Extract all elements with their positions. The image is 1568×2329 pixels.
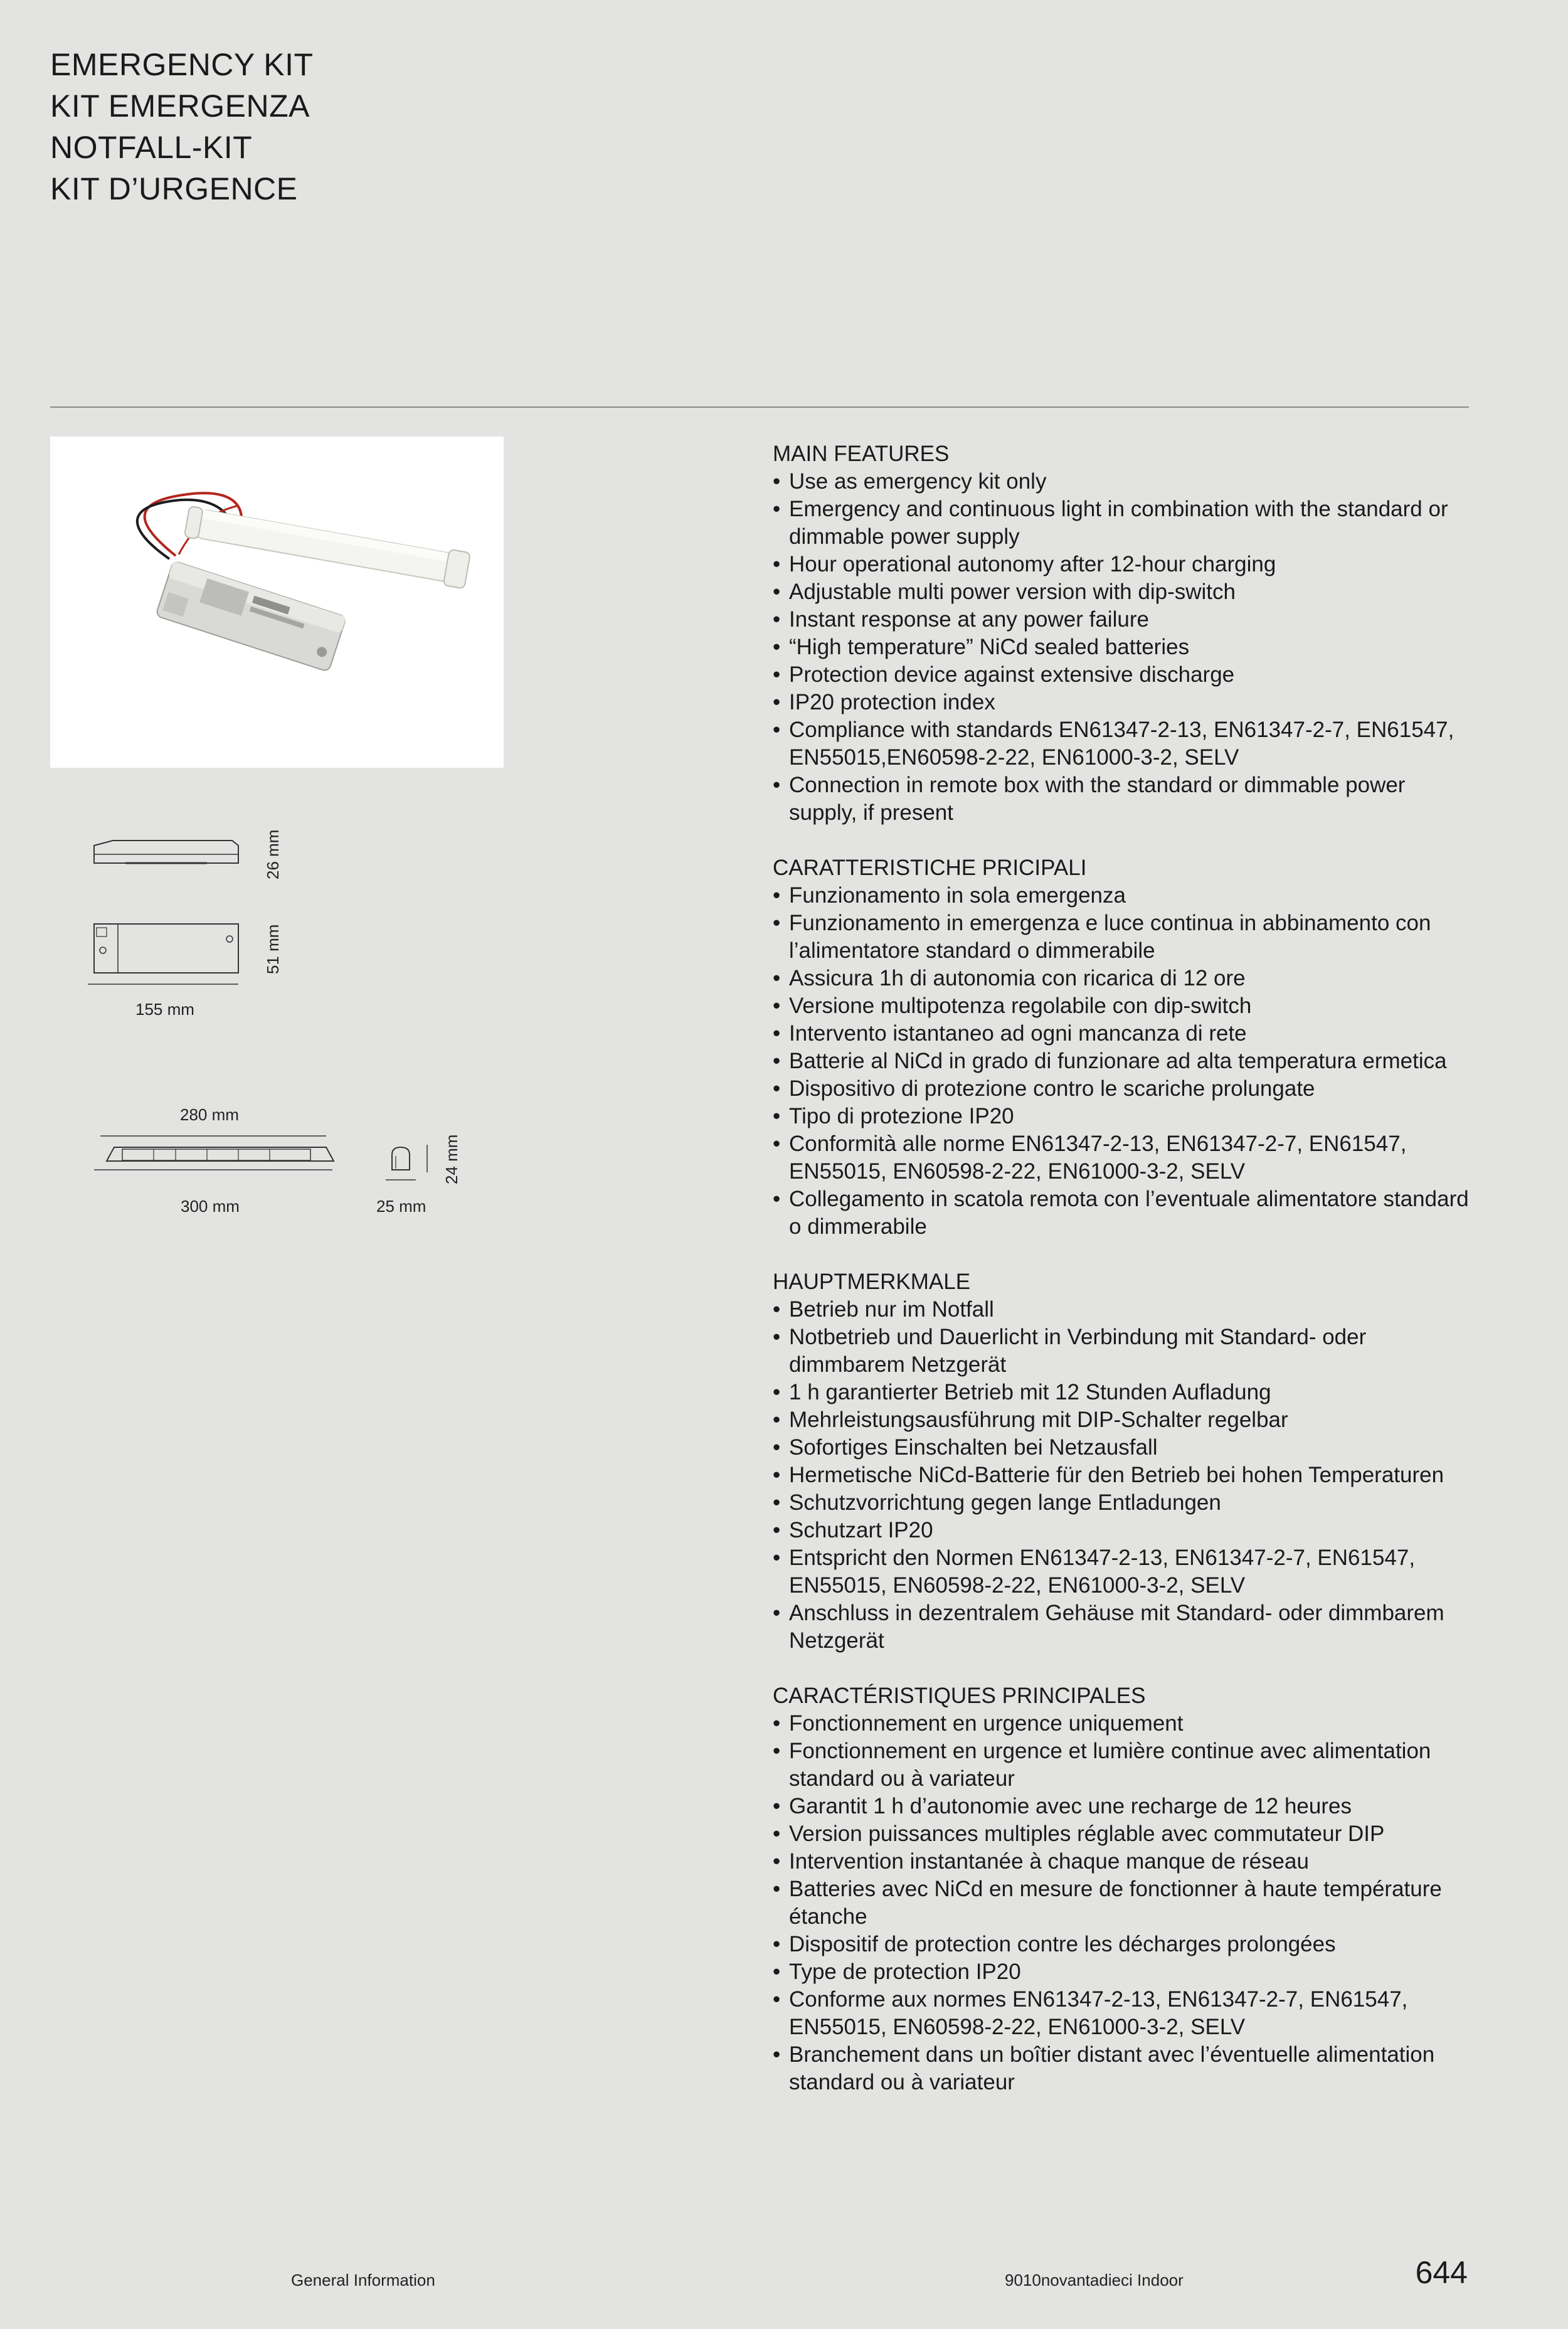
- list-item: • Type de protection IP20: [773, 1958, 1469, 1986]
- title-de: NOTFALL-KIT: [50, 130, 253, 165]
- dim-driver-width: 51 mm: [263, 924, 282, 974]
- list-item: • Mehrleistungsausführung mit DIP-Schalter regelbar: [773, 1406, 1469, 1434]
- list-item: • Hour operational autonomy after 12-hour charging: [773, 551, 1469, 578]
- dim-battery-height: 24 mm: [442, 1134, 461, 1184]
- list-item: • “High temperature” NiCd sealed batteries: [773, 634, 1469, 661]
- list-item: • Intervention instantanée à chaque manque de réseau: [773, 1848, 1469, 1875]
- list-item: • Assicura 1h di autonomia con ricarica di 12 ore: [773, 965, 1469, 992]
- dim-driver-height: 26 mm: [263, 829, 282, 879]
- title-en: EMERGENCY KIT: [50, 47, 314, 82]
- list-item: • Collegamento in scatola remota con l’eventuale alimentatore standard o dimmerabile: [773, 1186, 1469, 1241]
- list-item: • IP20 protection index: [773, 689, 1469, 716]
- list-item: • Fonctionnement en urgence et lumière continue avec alimentation standard ou à variateur: [773, 1737, 1469, 1793]
- list-item: • Batteries avec NiCd en mesure de fonctionner à haute température étanche: [773, 1875, 1469, 1931]
- feature-sections: [773, 440, 1469, 2124]
- list-item: • Sofortiges Einschalten bei Netzausfall: [773, 1434, 1469, 1462]
- feature-list: [773, 1710, 1469, 2096]
- feature-list: [773, 882, 1469, 1241]
- dim-battery-width: 25 mm: [376, 1197, 426, 1216]
- list-item: • Branchement dans un boîtier distant avec l’éventuelle alimentation standard ou à variateur: [773, 2041, 1469, 2096]
- list-item: • Hermetische NiCd-Batterie für den Betrieb bei hohen Temperaturen: [773, 1462, 1469, 1489]
- list-item: • Notbetrieb und Dauerlicht in Verbindung mit Standard- oder dimmbarem Netzgerät: [773, 1324, 1469, 1379]
- list-item: • Conforme aux normes EN61347-2-13, EN61347-2-7, EN61547, EN55015, EN60598-2-22, EN61000-3-2, SELV: [773, 1986, 1469, 2041]
- list-item: • Conformità alle norme EN61347-2-13, EN61347-2-7, EN61547, EN55015, EN60598-2-22, EN61000-3-2, SELV: [773, 1130, 1469, 1186]
- title-fr: KIT D’URGENCE: [50, 171, 298, 206]
- section-en: [773, 440, 1469, 827]
- section-fr: [773, 1682, 1469, 2096]
- product-photo: [50, 437, 504, 768]
- list-item: • Versione multipotenza regolabile con dip-switch: [773, 992, 1469, 1020]
- list-item: • Compliance with standards EN61347-2-13, EN61347-2-7, EN61547, EN55015,EN60598-2-22, EN61000-3-2, SELV: [773, 716, 1469, 772]
- list-item: • Funzionamento in sola emergenza: [773, 882, 1469, 910]
- list-item: • Tipo di protezione IP20: [773, 1103, 1469, 1130]
- title-it: KIT EMERGENZA: [50, 88, 310, 124]
- list-item: • Version puissances multiples réglable avec commutateur DIP: [773, 1820, 1469, 1848]
- list-item: • Instant response at any power failure: [773, 606, 1469, 634]
- section-title: CARATTERISTICHE PRICIPALI: [773, 856, 1087, 880]
- list-item: • Connection in remote box with the standard or dimmable power supply, if present: [773, 772, 1469, 827]
- list-item: • Dispositif de protection contre les décharges prolongées: [773, 1931, 1469, 1958]
- section-it: [773, 854, 1469, 1241]
- dim-driver-length: 155 mm: [135, 1000, 194, 1019]
- list-item: • Funzionamento in emergenza e luce continua in abbinamento con l’alimentatore standard o dimmerabile: [773, 910, 1469, 965]
- emergency-kit-illustration: [50, 437, 504, 768]
- list-item: • Adjustable multi power version with dip-switch: [773, 578, 1469, 606]
- list-item: • Dispositivo di protezione contro le scariche prolungate: [773, 1075, 1469, 1103]
- section-title: HAUPTMERKMALE: [773, 1270, 971, 1294]
- list-item: • Schutzvorrichtung gegen lange Entladungen: [773, 1489, 1469, 1517]
- list-item: • Fonctionnement en urgence uniquement: [773, 1710, 1469, 1737]
- list-item: • Batterie al NiCd in grado di funzionare ad alta temperatura ermetica: [773, 1048, 1469, 1075]
- list-item: • Schutzart IP20: [773, 1517, 1469, 1544]
- footer-center: 9010novantadieci Indoor: [1005, 2271, 1184, 2289]
- dim-battery-inner: 280 mm: [180, 1105, 239, 1124]
- list-item: • Betrieb nur im Notfall: [773, 1296, 1469, 1324]
- footer-left: General Information: [291, 2271, 435, 2289]
- page-number: 644: [1415, 2255, 1468, 2290]
- list-item: • 1 h garantierter Betrieb mit 12 Stunden Aufladung: [773, 1379, 1469, 1406]
- list-item: • Protection device against extensive discharge: [773, 661, 1469, 689]
- list-item: • Entspricht den Normen EN61347-2-13, EN61347-2-7, EN61547, EN55015, EN60598-2-22, EN61000-3-2, SELV: [773, 1544, 1469, 1600]
- page-titles: [50, 44, 314, 210]
- feature-list: [773, 1296, 1469, 1655]
- feature-list: [773, 468, 1469, 827]
- list-item: • Intervento istantaneo ad ogni mancanza di rete: [773, 1020, 1469, 1048]
- section-title: MAIN FEATURES: [773, 442, 950, 466]
- section-de: [773, 1268, 1469, 1655]
- list-item: • Anschluss in dezentralem Gehäuse mit Standard- oder dimmbarem Netzgerät: [773, 1600, 1469, 1655]
- battery-side-view: [88, 1132, 339, 1189]
- list-item: • Use as emergency kit only: [773, 468, 1469, 496]
- list-item: • Emergency and continuous light in combination with the standard or dimmable power supply: [773, 496, 1469, 551]
- driver-top-view: [88, 919, 251, 994]
- list-item: • Garantit 1 h d’autonomie avec une recharge de 12 heures: [773, 1793, 1469, 1820]
- dim-battery-outer: 300 mm: [181, 1197, 240, 1216]
- section-title: CARACTÉRISTIQUES PRINCIPALES: [773, 1684, 1146, 1708]
- divider-rule: [50, 406, 1469, 408]
